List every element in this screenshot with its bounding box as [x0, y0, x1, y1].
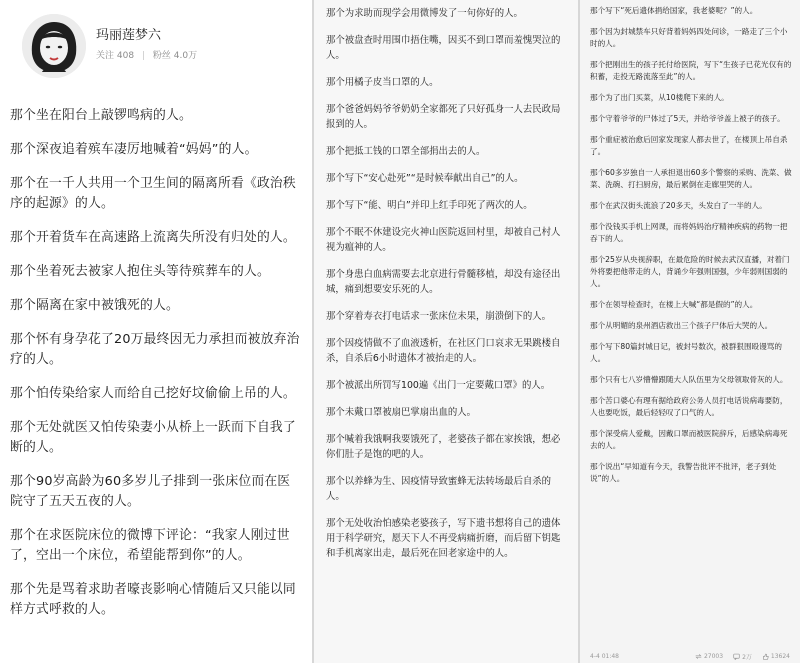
profile-name[interactable]: 玛丽莲梦六: [96, 28, 162, 43]
list-item: 那个25岁从央视辞职，在最危险的时候去武汉直播，对着门外将要把他带走的人，背诵少年强则国强，少年弱则国弱的人。: [590, 255, 790, 288]
like-count: 13624: [770, 652, 790, 660]
avatar[interactable]: [22, 14, 86, 78]
list-item: 那个把刚出生的孩子托付给医院，写下“生孩子已花光仅有的积蓄，走投无路流落至此”的人。: [590, 60, 792, 81]
follow-count[interactable]: 408: [116, 51, 135, 61]
list-item: 那个为求助而现学会用微博发了一句你好的人。: [326, 8, 523, 19]
list-item: 那个无处就医又怕传染妻小从桥上一跃而下自我了断的人。: [10, 420, 296, 455]
list-item: 那个写下“安心赴死”“是时候奉献出自己”的人。: [326, 173, 524, 184]
list-item: 那个坐在阳台上敲锣鸣病的人。: [10, 108, 192, 123]
list-item: 那个坐着死去被家人抱住头等待殡葬车的人。: [10, 264, 270, 279]
comment-icon: [733, 653, 740, 660]
post-panel-2: [314, 0, 578, 663]
list-item: 那个先是骂着求助者嚎丧影响心情随后又只能以同样方式呼救的人。: [10, 582, 296, 617]
list-item: 那个爸爸妈妈爷爷奶奶全家都死了只好孤身一人去民政局报到的人。: [326, 104, 561, 130]
stats-divider: |: [141, 51, 145, 61]
fans-count[interactable]: 4.0万: [173, 51, 198, 61]
post-text-column-3: [580, 5, 800, 485]
list-item: 那个为了出门买菜，从10楼爬下来的人。: [590, 93, 729, 102]
list-item: 那个深夜追着殡车凄厉地喊着“妈妈”的人。: [10, 142, 258, 157]
list-item: 那个写下80篇封城日记，被封号数次，被群狠围殴谩骂的人。: [590, 342, 782, 363]
list-item: 那个被派出所罚写100遍《出门一定要戴口罩》的人。: [326, 380, 551, 391]
list-item: 那个在一千人共用一个卫生间的隔离所看《政治秩序的起源》的人。: [10, 176, 296, 211]
list-item: 那个只有七八岁懵懵跟随大人队伍里为父母领取骨灰的人。: [590, 375, 788, 384]
list-item: 那个深受病人爱戴，因戴口罩而被医院辞斥，后感染病毒死去的人。: [590, 429, 788, 450]
list-item: 那个苦口婆心有理有据给政府公务人员打电话说病毒要防，人也要吃饭，最后轻轻叹了口气的人。: [590, 396, 788, 417]
list-item: 那个不眠不休建设完火神山医院返回村里，却被自己村人视为瘟神的人。: [326, 227, 561, 253]
list-item: 那个被盘查时用围巾捂住嘴，因买不到口罩而羞愧哭泣的人。: [326, 35, 561, 61]
list-item: 那个无处收治怕感染老婆孩子，写下遗书想将自己的遗体用于科学研究，愿天下人不再受病痛折磨，而后留下钥匙和手机离家出走，最后死在回老家途中的人。: [326, 518, 561, 559]
list-item: 那个60多岁独自一人承担退出60多个警察的采购、洗菜、做菜、洗碗、打扫厨房，最后累倒在走廊里哭的人。: [590, 168, 792, 189]
list-item: 那个穿着寿衣打电话求一张床位未果，崩溃倒下的人。: [326, 311, 552, 322]
repost-button[interactable]: [695, 653, 723, 660]
avatar-portrait-icon: [22, 14, 86, 78]
list-item: 那个写下“能、明白”并印上红手印死了两次的人。: [326, 200, 533, 211]
like-icon: [762, 653, 769, 660]
post-text-column-1: [0, 106, 312, 620]
list-item: 那个隔离在家中被饿死的人。: [10, 298, 179, 313]
post-footer: [580, 649, 800, 663]
like-button[interactable]: [762, 653, 790, 660]
profile-header: [0, 0, 312, 92]
list-item: 那个因为封城禁车只好背着妈妈四处问诊，一路走了三个小时的人。: [590, 27, 788, 48]
list-item: 那个喊着我饿啊我要饿死了，老婆孩子都在家挨饿，想必你们肚子是饱的吧的人。: [326, 434, 561, 460]
post-text-column-2: [314, 6, 578, 561]
list-item: 那个在领导检查时，在楼上大喊“都是假的”的人。: [590, 300, 758, 309]
list-item: 那个身患白血病需要去北京进行骨髓移植，却没有途径出城，痛到想要安乐死的人。: [326, 269, 561, 295]
list-item: 那个开着货车在高速路上流离失所没有归处的人。: [10, 230, 296, 245]
list-item: 那个把抵工钱的口罩全部捐出去的人。: [326, 146, 486, 157]
list-item: 那个从明媚的泉州酒店救出三个孩子尸体后大哭的人。: [590, 321, 773, 330]
post-date: 4-4 01:48: [590, 652, 619, 660]
post-panel-3: [580, 0, 800, 663]
list-item: 那个因疫情做不了血液透析，在社区门口哀求无果跳楼自杀，自杀后6小时遗体才被抬走的人。: [326, 338, 561, 364]
repost-icon: [695, 653, 702, 660]
list-item: 那个未戴口罩被扇巴掌扇出血的人。: [326, 407, 477, 418]
list-item: 那个写下“死后遗体捐给国家，我老婆呢？”的人。: [590, 6, 758, 15]
list-item: 那个守着爷爷的尸体过了5天，并给爷爷盖上被子的孩子。: [590, 114, 785, 123]
list-item: 那个怀有身孕花了20万最终因无力承担而被放弃治疗的人。: [10, 332, 300, 367]
list-item: 那个说出“早知道有今天，我警告批评不批评，老子到处说”的人。: [590, 462, 777, 483]
list-item: 那个没钱买手机上网课，而将妈妈治疗精神疾病的药物一把吞下的人。: [590, 222, 788, 243]
comment-button[interactable]: [733, 652, 752, 661]
profile-panel: [0, 0, 312, 663]
follow-label: 关注: [96, 51, 115, 61]
comment-count: 2万: [742, 653, 752, 661]
list-item: 那个在求医院床位的微博下评论：“我家人刚过世了，空出一个床位，希望能帮到你”的人。: [10, 528, 290, 563]
list-item: 那个以养蜂为生、因疫情导致蜜蜂无法转场最后自杀的人。: [326, 476, 552, 502]
list-item: 那个用橘子皮当口罩的人。: [326, 77, 439, 88]
fans-label: 粉丝: [152, 51, 171, 61]
list-item: 那个怕传染给家人而给自己挖好坟偷偷上吊的人。: [10, 386, 296, 401]
repost-count: 27003: [703, 652, 724, 660]
list-item: 那个重症被治愈后回家发现家人都去世了，在楼顶上吊自杀了。: [590, 135, 788, 156]
list-item: 那个在武汉街头流浪了20多天，头发白了一半的人。: [590, 201, 767, 210]
list-item: 那个90岁高龄为60多岁儿子排到一张床位而在医院守了五天五夜的人。: [10, 474, 291, 509]
profile-stats: [96, 48, 197, 61]
